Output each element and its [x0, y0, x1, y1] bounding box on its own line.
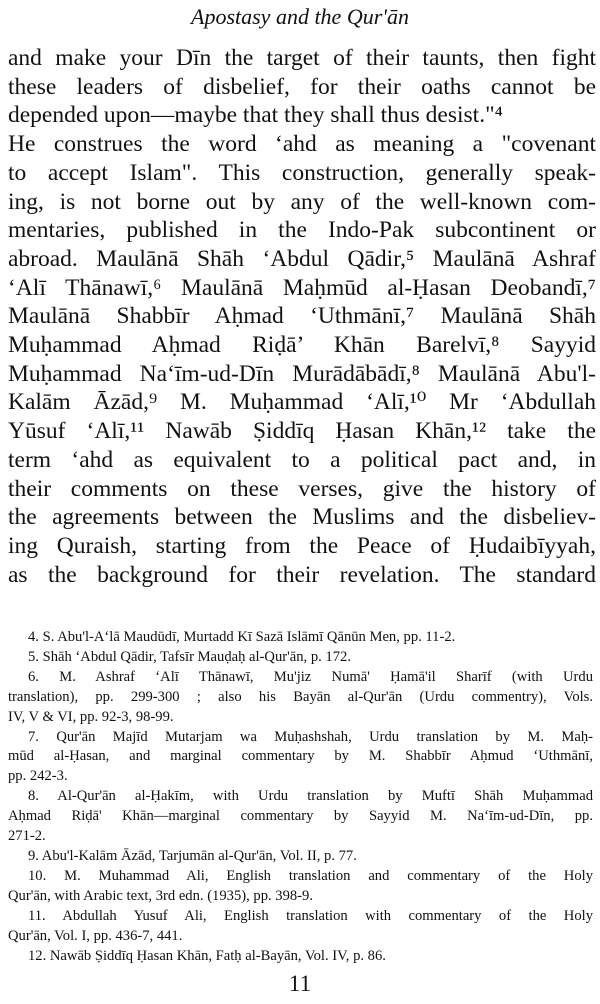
- body-line: term ‘ahd as equivalent to a political pact and, in: [8, 446, 596, 473]
- footnote-line: 5. Shāh ‘Abdul Qādir, Tafsīr Mauḍaḥ al-Qur'ān, p. 172.: [28, 648, 351, 665]
- footnotes: [8, 628, 593, 966]
- running-head: Apostasy and the Qur'ān: [191, 4, 409, 29]
- body-line: Muḥammad Na‘īm-ud-Dīn Murādābādī,⁸ Maulānā Abu'l-: [8, 360, 596, 387]
- footnote-line: 6. M. Ashraf ‘Alī Thānawī, Mu'jiz Numā' Ḥamā'il Sharīf (with Urdu: [28, 668, 593, 685]
- body-line: the agreements between the Muslims and the disbeliev-: [8, 504, 596, 531]
- footnote-line: 4. S. Abu'l-A‘lā Maudūdī, Murtadd Kī Sazā Islāmī Qānūn Men, pp. 11-2.: [28, 629, 456, 645]
- footnote-line: 10. M. Muhammad Ali, English translation and commentary of the Holy: [28, 867, 593, 884]
- footnote-line: 8. Al-Qur'ān al-Ḥakīm, with Urdu translation by Muftī Shāh Muḥammad: [28, 788, 593, 805]
- body-line: abroad. Maulānā Shāh ‘Abdul Qādir,⁵ Maulānā Ashraf: [8, 245, 596, 272]
- footnote-line: pp. 242-3.: [8, 768, 68, 785]
- body-line: ing, is not borne out by any of the well-known com-: [8, 188, 596, 215]
- footnote-line: 9. Abu'l-Kalām Āzād, Tarjumān al-Qur'ān, Vol. II, p. 77.: [28, 847, 357, 864]
- body-line: these leaders of disbelief, for their oaths cannot be: [8, 73, 596, 100]
- body-line: their comments on these verses, give the history of: [8, 475, 596, 502]
- footnote-line: Qur'ān, Vol. I, pp. 436-7, 441.: [8, 927, 183, 944]
- footnote-line: 7. Qur'ān Majīd Mutarjam wa Muḥashshah, Urdu translation by M. Maḥ-: [28, 728, 593, 745]
- body-line: and make your Dīn the target of their taunts, then fight: [8, 45, 596, 71]
- footnote-line: Qur'ān, with Arabic text, 3rd edn. (1935), pp. 398-9.: [8, 887, 313, 904]
- body-line: depended upon—maybe that they shall thus desist."⁴: [8, 102, 503, 129]
- footnote-line: translation), pp. 299-300 ; also his Bayān al-Qur'ān (Urdu commentry), Vols.: [8, 688, 593, 705]
- body-line: as the background for their revelation. The standard: [8, 561, 596, 588]
- footnote-line: IV, V & VI, pp. 92-3, 98-99.: [8, 708, 174, 725]
- main-paragraph: [8, 44, 596, 589]
- body-line: ing Quraish, starting from the Peace of Ḥudaibīyyah,: [8, 532, 596, 559]
- body-line: mentaries, published in the Indo-Pak subcontinent or: [8, 217, 596, 244]
- body-line: Muḥammad Aḥmad Riḍā’ Khān Barelvī,⁸ Sayyid: [8, 332, 596, 359]
- body-line: ‘Alī Thānawī,⁶ Maulānā Maḥmūd al-Ḥasan Deobandī,⁷: [8, 274, 596, 301]
- body-line: to accept Islam". This construction, generally speak-: [8, 159, 596, 186]
- footnote-line: mūd al-Ḥasan, and marginal commentary by M. Shabbīr Aḥmud ‘Uthmānī,: [8, 748, 593, 765]
- footnote-line: Aḥmad Riḍā' Khān—marginal commentary by Sayyid M. Na‘īm-ud-Dīn, pp.: [8, 808, 593, 825]
- footnote-line: 271-2.: [8, 828, 46, 845]
- footnote-line: 11. Abdullah Yusuf Ali, English translation with commentary of the Holy: [28, 907, 593, 924]
- body-line: Yūsuf ‘Alī,¹¹ Nawāb Ṣiddīq Ḥasan Khān,¹² take the: [8, 418, 596, 445]
- body-line: He construes the word ‘ahd as meaning a "covenant: [8, 131, 596, 158]
- footnote-line: 12. Nawāb Ṣiddīq Ḥasan Khān, Fatḥ al-Bayān, Vol. IV, p. 86.: [28, 947, 386, 964]
- body-line: Kalām Āzād,⁹ M. Muḥammad ‘Alī,¹⁰ Mr ‘Abdullah: [8, 389, 596, 416]
- page-number: 11: [288, 971, 312, 996]
- body-line: Maulānā Shabbīr Aḥmad ‘Uthmānī,⁷ Maulānā Shāh: [8, 303, 596, 330]
